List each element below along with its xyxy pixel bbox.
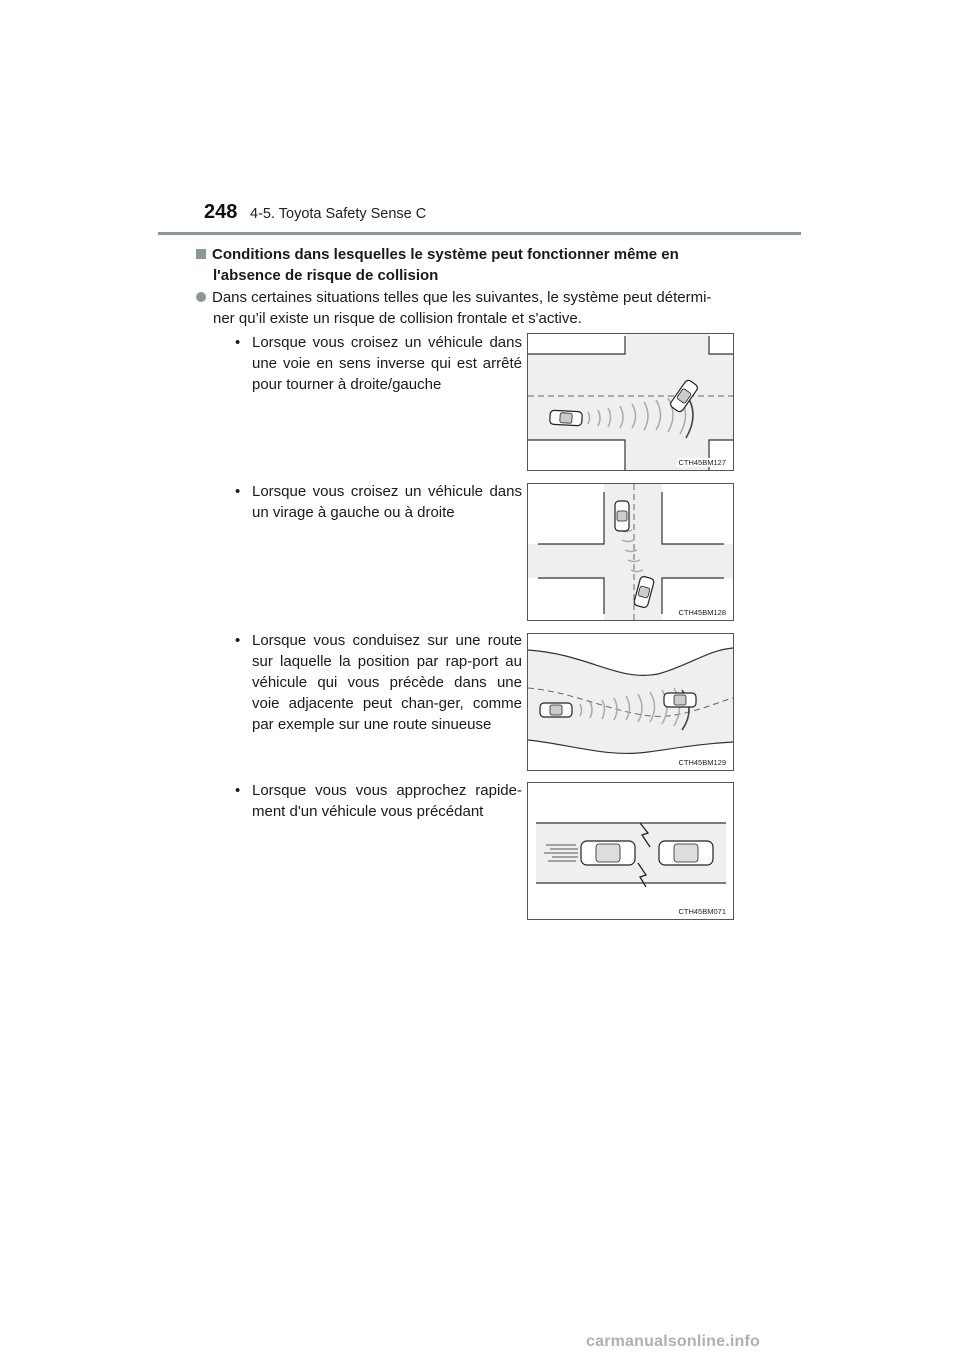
- figure-code: CTH45BM127: [678, 458, 726, 467]
- intersection-illustration: [528, 334, 733, 470]
- subsection-heading: [196, 244, 752, 286]
- list-item: [235, 780, 522, 822]
- heading-line-1: Conditions dans lesquelles le système peut fonctionner même en: [212, 246, 679, 263]
- list-item-text: Lorsque vous croisez un véhicule dans un virage à gauche ou à droite: [252, 483, 522, 521]
- bullet-glyph: •: [235, 632, 241, 649]
- figure-winding-road: [527, 633, 734, 771]
- list-item: [235, 630, 522, 735]
- circle-bullet-icon: [196, 292, 206, 302]
- list-item-text: Lorsque vous vous approchez rapide-ment d'un véhicule vous précédant: [252, 782, 522, 820]
- watermark: carmanualsonline.info: [586, 1333, 761, 1350]
- list-item-text: Lorsque vous croisez un véhicule dans une voie en sens inverse qui est arrêté pour tourner à droite/gauche: [252, 334, 522, 393]
- bullet-glyph: •: [235, 782, 241, 799]
- intro-paragraph: [196, 287, 756, 329]
- straight-road-illustration: [528, 783, 733, 919]
- figure-turning-at-intersection: [527, 483, 734, 621]
- figure-rapid-approach: [527, 782, 734, 920]
- bullet-glyph: •: [235, 334, 241, 351]
- figure-code: CTH45BM071: [678, 907, 726, 916]
- bullet-glyph: •: [235, 483, 241, 500]
- figure-code: CTH45BM128: [678, 608, 726, 617]
- intro-line-1: Dans certaines situations telles que les suivantes, le système peut détermi-: [212, 289, 712, 306]
- heading-line-2: l'absence de risque de collision: [213, 267, 439, 284]
- intro-line-2: ner qu’il existe un risque de collision frontale et s'active.: [213, 310, 582, 327]
- list-item-text: Lorsque vous conduisez sur une route sur laquelle la position par rap-port au véhicule qui vous précède dans une voie adjacente peut chan-ger, comme par exemple sur une route sinueuse: [252, 632, 522, 733]
- winding-road-illustration: [528, 634, 733, 770]
- header-divider: [158, 232, 801, 235]
- list-item: [235, 332, 522, 395]
- figure-oncoming-turning-vehicle: [527, 333, 734, 471]
- section-title: 4-5. Toyota Safety Sense C: [250, 206, 427, 222]
- page-number: 248: [204, 201, 238, 223]
- intersection-illustration: [528, 484, 733, 620]
- figure-code: CTH45BM129: [678, 758, 726, 767]
- list-item: [235, 481, 522, 523]
- square-bullet-icon: [196, 249, 206, 259]
